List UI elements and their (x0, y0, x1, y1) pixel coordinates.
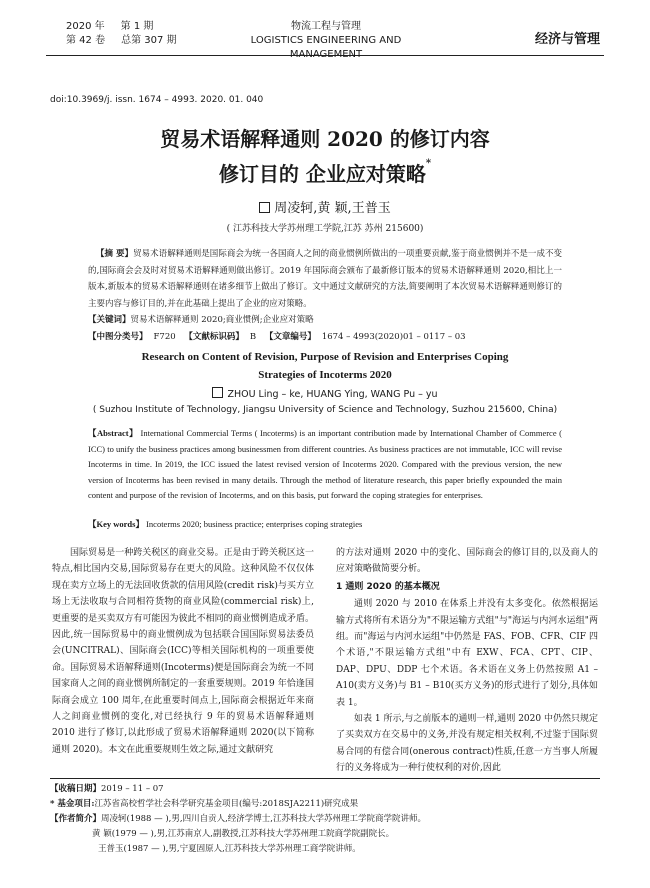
issue: 第 1 期 (120, 21, 154, 32)
body-left-column (52, 545, 314, 758)
doi: doi:10.3969/j. issn. 1674 – 4993. 2020. 01. 040 (50, 95, 264, 105)
title-line-2 (0, 158, 650, 187)
cn-keywords (88, 312, 562, 329)
title-footnote-mark: * (425, 158, 432, 169)
en-title-line-1: Research on Content of Revision, Purpose of Revision and Enterprises Coping (141, 351, 509, 363)
en-keywords-label: 【Key words】 (88, 519, 144, 529)
volume: 第 42 卷 (66, 35, 106, 46)
body-right-column (336, 545, 598, 777)
journal-name-en: LOGISTICS ENGINEERING AND MANAGEMENT (250, 35, 402, 60)
fund-value: 江苏省高校哲学社会科学研究基金项目(编号:2018SJA2211)研究成果 (94, 799, 359, 809)
author-bio (50, 812, 600, 827)
affiliation: ( 江苏科技大学苏州理工学院,江苏 苏州 215600) (226, 224, 424, 234)
body-paragraph: 通则 2020 与 2010 在体系上并没有太多变化。依然根据运输方式将所有术语分为"不限运输方式组"与"海运与内河水运组"两组。而"海运与内河水运组"中仍然是 FAS、FOB、CFR、CIF 四个术语,"不限运输方式组"中有 EXW、FCA、CPT、CIP、DAP、DPU、DDP 七个术语。各术语在义务上仍然按照 A1 – A10(卖方义务)与 B1 – B10(买方义务)的形式进行了划分,具体如表 1。 (336, 599, 598, 708)
section-name: 经济与管理 (534, 32, 600, 47)
clc-label: 【中图分类号】 (88, 332, 148, 342)
total-issue: 总第 307 期 (121, 35, 177, 46)
author-bio-3: 王普玉(1987 — ),男,宁夏固原人,江苏科技大学苏州理工商学院讲师。 (98, 844, 361, 854)
footnotes (50, 778, 600, 857)
received-label: 【收稿日期】 (50, 784, 102, 794)
section-heading: 1 通则 2020 的基本概况 (336, 581, 440, 592)
en-authors (0, 387, 650, 400)
issue-info (66, 20, 177, 48)
fund-label: * 基金项目: (50, 799, 95, 809)
body-paragraph: 如表 1 所示,与之前版本的通则一样,通则 2020 中仍然只规定了买卖双方在交易中的义务,并没有规定相关权利,不过鉴于国际贸易合同的有偿合同(onerous contract)性质,任意一方当事人所履行的义务将成为一种行使权利的对价,因此 (336, 714, 598, 774)
clc-value: F720 (153, 332, 176, 342)
doc-label: 【文献标识码】 (184, 332, 244, 342)
author-bio-label: 【作者简介】 (50, 814, 102, 824)
received-date (50, 782, 600, 797)
cn-keywords-label: 【关键词】 (88, 315, 131, 325)
article-value: 1674 – 4993(2020)01 – 0117 – 03 (321, 332, 466, 342)
box-icon (259, 202, 270, 213)
cn-meta (88, 329, 562, 346)
en-abstract-label: 【Abstract】 (88, 428, 138, 438)
doc-value: B (249, 332, 257, 342)
en-abstract (88, 426, 562, 504)
en-authors-text: ZHOU Ling – ke, HUANG Ying, WANG Pu – yu (227, 389, 438, 400)
cn-abstract-text: 贸易术语解释通则是国际商会为统一各国商人之间的商业惯例所做出的一项重要贡献,鉴于商业惯例并不是一成不变的,国际商会会及时对贸易术语解释通则做出修订。2019 年国际商会颁布了最新修订版本的贸易术语解释通则 2020,相比上一版本,新版本的贸易术语解释通则在诸多细节上做出了修订。文中通过文献研究的方法,简要阐明了本次贸易术语解释通则修订的主要内容与修订目的,并在此基础上提出了企业的应对策略。 (88, 249, 562, 309)
received-value: 2019 – 11 – 07 (101, 784, 164, 794)
en-title-line-2: Strategies of Incoterms 2020 (258, 369, 392, 381)
article-label: 【文章编号】 (264, 332, 316, 342)
journal-name-cn: 物流工程与管理 (291, 21, 361, 32)
en-abstract-text: International Commercial Terms ( Incoterms) is an important contribution made by International Chamber of Commerce ( ICC) to unify the business practices among businessmen from different countries. As business practices are not immutable, ICC will revise Incoterms in time. In 2019, the ICC issued the latest revised version of Incoterms 2020. Compared with the previous version, the new version of Incoterms has been revised in many details. Through the method of literature research, this paper briefly expounded the main content and purpose of the revision of Incoterms, and on this basis, put forward the coping strategies for enterprises. (88, 428, 562, 500)
author-bio-2: 黄 颖(1979 — ),男,江苏南京人,副教授,江苏科技大学苏州理工院商学院副院长。 (92, 829, 395, 839)
en-keywords-text: Incoterms 2020; business practice; enterprises coping strategies (146, 519, 363, 529)
title-line-2-text: 修订目的 企业应对策略 (218, 162, 426, 186)
cn-keywords-text: 贸易术语解释通则 2020;商业惯例;企业应对策略 (130, 315, 314, 325)
body-paragraph: 国际贸易是一种跨关税区的商业交易。正是由于跨关税区这一特点,相比国内交易,国际贸易存在更大的风险。这种风险不仅仅体现在卖方立场上的无法回收货款的信用风险(credit risk)与买方立场上无法收取与合同相符货物的商业风险(commercial risk)上,更重要的是买卖双方有可能因为彼此不相同的商业惯例造成矛盾。因此,统一国际贸易中的商业惯例成为包括联合国国际贸易法委员会(UNCITRAL)、国际商会(ICC)等相关国际机构的一项重要使命。国际贸易术语解释通则(Incoterms)便是国际商会为统一不同国家商人之间的商业惯例所制定的一套重要规则。2019 年恰逢国际商会成立 100 周年,在此重要时间点上,国际商会根据近年来商人之间商业惯例的变化,对已经执行 9 年的贸易术语解释通则 2010 进行了修订,以此形成了贸易术语解释通则 2020(以下简称通则 2020)。本文在此重要规则生效之际,通过文献研究 (52, 548, 314, 755)
body-paragraph: 的方法对通则 2020 中的变化、国际商会的修订目的,以及商人的应对策略做简要分析。 (336, 548, 598, 575)
fund-info (50, 797, 600, 812)
cn-abstract-label: 【摘 要】 (96, 249, 134, 259)
running-header (46, 16, 604, 60)
box-icon (212, 387, 223, 398)
title-line-1: 贸易术语解释通则 2020 的修订内容 (160, 127, 490, 151)
author-bio-1: 周凌轲(1988 — ),男,四川自贡人,经济学博士,江苏科技大学苏州理工学院商学院讲师。 (101, 814, 426, 824)
journal-name (226, 20, 426, 62)
year: 2020 年 (66, 21, 105, 32)
cn-abstract (88, 246, 562, 312)
authors (0, 197, 650, 216)
en-keywords (88, 518, 562, 530)
authors-text: 周凌轲,黄 颖,王普玉 (274, 201, 391, 216)
en-affiliation: ( Suzhou Institute of Technology, Jiangsu University of Science and Technology, Suzhou 215600, China) (92, 405, 558, 415)
